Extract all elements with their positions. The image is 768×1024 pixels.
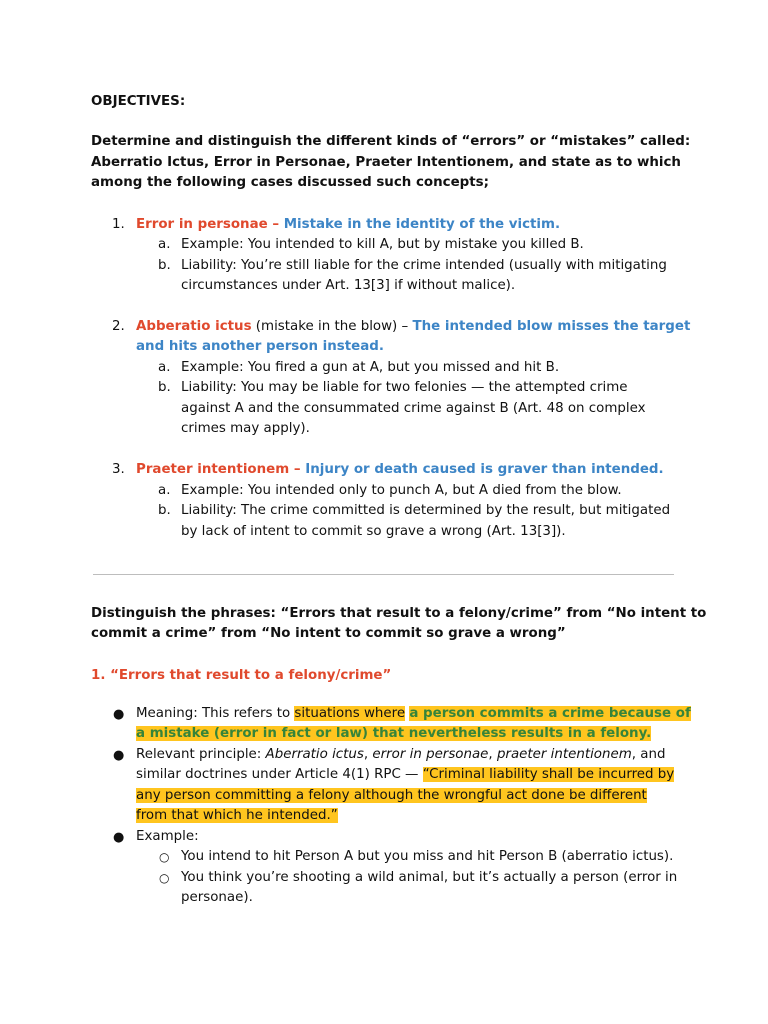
item-3-number: 3. (112, 462, 125, 477)
principle-line-2 (136, 765, 674, 785)
item-1-heading (136, 215, 560, 235)
meaning-highlight-2b: a mistake (error in fact or law) that nevertheless results in a felony. (136, 726, 652, 741)
item-1-a-text: Example: You intended to kill A, but by mistake you killed B. (181, 237, 584, 252)
principle-line-3 (136, 786, 647, 806)
item-2-desc-line-2: and hits another person instead. (136, 339, 384, 354)
item-1-term: Error in personae (136, 217, 268, 232)
example-sub-1: You intend to hit Person A but you miss and hit Person B (aberratio ictus). (181, 849, 674, 864)
item-3-desc: Injury or death caused is graver than intended. (305, 462, 664, 477)
item-2-b-line-1: Liability: You may be liable for two felonies — the attempted crime (181, 380, 628, 395)
principle-prefix: Relevant principle: (136, 747, 266, 762)
item-2-b-line-3: crimes may apply). (181, 421, 310, 436)
item-2-paren: (mistake in the blow) – (251, 319, 413, 334)
item-3-term: Praeter intentionem (136, 462, 290, 477)
item-3-b-label: b. (158, 503, 171, 518)
item-2-a-text: Example: You fired a gun at A, but you missed and hit B. (181, 360, 560, 375)
item-3-dash: – (289, 462, 306, 477)
principle-quote-1: “Criminal liability shall be incurred by (422, 767, 675, 782)
item-2-desc-line-1: The intended blow misses the target (412, 319, 691, 334)
circle-bullet-icon: ○ (159, 850, 170, 864)
item-2-number: 2. (112, 319, 125, 334)
meaning-highlight-1: situations where (294, 706, 406, 721)
distinguish-line-1: Distinguish the phrases: “Errors that result to a felony/crime” from “No intent to (91, 606, 707, 621)
intro-line-3: among the following cases discussed such concepts; (91, 175, 489, 190)
meaning-line-1 (136, 704, 691, 724)
item-3-b-line-1: Liability: The crime committed is determined by the result, but mitigated (181, 503, 671, 518)
distinguish-line-2: commit a crime” from “No intent to commit so grave a wrong” (91, 626, 566, 641)
item-2-a-label: a. (158, 360, 171, 375)
objectives-heading: OBJECTIVES: (91, 94, 186, 109)
item-1-number: 1. (112, 217, 125, 232)
bullet-icon: ● (113, 748, 125, 763)
intro-line-1: Determine and distinguish the different kinds of “errors” or “mistakes” called: (91, 134, 691, 149)
item-3-heading (136, 460, 664, 480)
section-1-heading: 1. “Errors that result to a felony/crime” (91, 668, 392, 683)
item-2-b-label: b. (158, 380, 171, 395)
item-1-desc: Mistake in the identity of the victim. (283, 217, 561, 232)
bullet-icon: ● (113, 830, 125, 845)
principle-line-2-prefix: similar doctrines under Article 4(1) RPC — (136, 767, 423, 782)
item-1-dash: – (267, 217, 284, 232)
item-1-b-line-2: circumstances under Art. 13[3] if without malice). (181, 278, 516, 293)
intro-line-2: Aberratio Ictus, Error in Personae, Praeter Intentionem, and state as to which (91, 155, 681, 170)
item-2-term: Abberatio ictus (136, 319, 252, 334)
principle-line-1 (136, 745, 665, 765)
item-2-heading (136, 317, 690, 337)
item-3-b-line-2: by lack of intent to commit so grave a wrong (Art. 13[3]). (181, 524, 566, 539)
example-sub-2-line-2: personae). (181, 890, 253, 905)
item-1-b-line-1: Liability: You’re still liable for the crime intended (usually with mitigating (181, 258, 667, 273)
item-3-a-label: a. (158, 483, 171, 498)
principle-comma-2: , (488, 747, 497, 762)
item-3-a-text: Example: You intended only to punch A, but A died from the blow. (181, 483, 622, 498)
circle-bullet-icon: ○ (159, 871, 170, 885)
principle-term-2: error in personae (372, 747, 489, 762)
principle-quote-2: any person committing a felony although the wrongful act done be different (136, 788, 647, 803)
item-2-b-line-2: against A and the consummated crime against B (Art. 48 on complex (181, 401, 646, 416)
horizontal-divider (93, 574, 674, 575)
bullet-icon: ● (113, 707, 125, 722)
meaning-line-2 (136, 724, 651, 744)
principle-end: , and (631, 747, 666, 762)
principle-term-1: Aberratio ictus (265, 747, 364, 762)
item-1-a-label: a. (158, 237, 171, 252)
principle-comma-1: , (363, 747, 373, 762)
principle-term-3: praeter intentionem (496, 747, 632, 762)
meaning-highlight-2a: a person commits a crime because of (409, 706, 691, 721)
example-label: Example: (136, 829, 199, 844)
principle-quote-3: from that which he intended.” (136, 808, 338, 823)
example-sub-2-line-1: You think you’re shooting a wild animal, but it’s actually a person (error in (181, 870, 678, 885)
principle-line-4 (136, 806, 338, 826)
item-1-b-label: b. (158, 258, 171, 273)
meaning-prefix: Meaning: This refers to (136, 706, 295, 721)
